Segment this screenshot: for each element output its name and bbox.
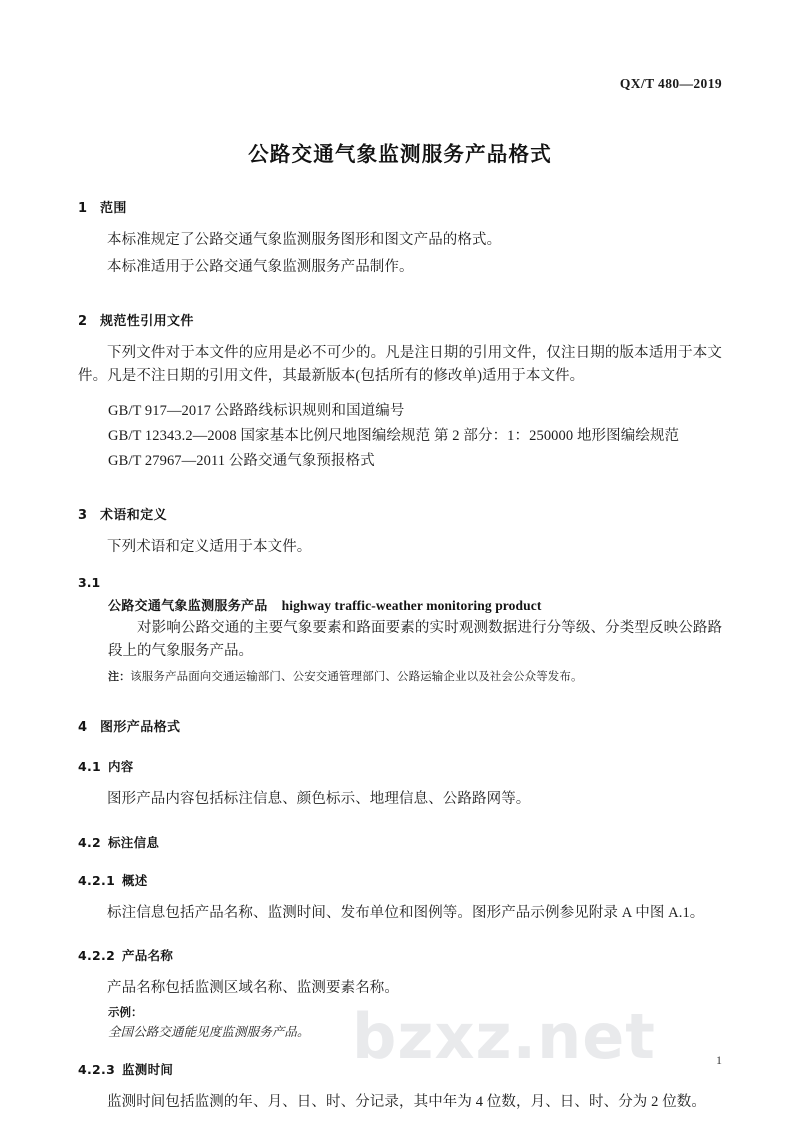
- clause-3-number: 3: [78, 507, 88, 523]
- clause-1-line-1: 本标准规定了公路交通气象监测服务图形和图文产品的格式。: [107, 232, 502, 248]
- clause-2-intro: 下列文件对于本文件的应用是必不可少的。凡是注日期的引用文件，仅注日期的版本适用于本文件。凡是不注日期的引用文件，其最新版本(包括所有的修改单)适用于本文件。: [78, 344, 722, 385]
- clause-4-2-2-body: 产品名称包括监测区域名称、监测要素名称。: [107, 979, 399, 996]
- heading-clause-4-1: [78, 757, 722, 775]
- list-item: GB/T 917—2017 公路路线标识规则和国道编号: [108, 402, 405, 419]
- clause-4-1-body: 图形产品内容包括标注信息、颜色标示、地理信息、公路路网等。: [107, 790, 531, 807]
- heading-clause-4: [78, 716, 722, 735]
- term-note: [78, 669, 722, 686]
- term-heading: [78, 595, 722, 615]
- heading-clause-3: [78, 504, 722, 523]
- example-text: 全国公路交通能见度监测服务产品。: [108, 1025, 310, 1040]
- page-number: 1: [716, 1053, 722, 1067]
- clause-4-2-2-number: 4.2.2: [78, 947, 116, 963]
- clause-1-line-2: 本标准适用于公路交通气象监测服务产品制作。: [107, 259, 414, 276]
- heading-clause-4-2: [78, 833, 722, 851]
- note-text: 该服务产品面向交通运输部门、公安交通管理部门、公路运输企业以及社会公众等发布。: [130, 670, 583, 683]
- term-number: 3.1: [78, 575, 101, 591]
- heading-clause-1: [78, 197, 722, 216]
- term-definition: 对影响公路交通的主要气象要素和路面要素的实时观测数据进行分等级、分类型反映公路路段上的气象服务产品。: [108, 620, 722, 660]
- heading-clause-4-2-2: [78, 946, 722, 964]
- clause-4-2-1-number: 4.2.1: [78, 873, 116, 889]
- example-label: 示例：: [108, 1005, 143, 1020]
- heading-clause-2: [78, 310, 722, 329]
- clause-4-2-label: 标注信息: [108, 835, 160, 851]
- list-item: GB/T 27967—2011 公路交通气象预报格式: [108, 452, 375, 469]
- clause-4-2-1-label: 概述: [122, 873, 148, 889]
- note-label: 注：: [108, 669, 131, 683]
- watermark: bzxz.net: [352, 1000, 656, 1073]
- clause-4-number: 4: [78, 719, 88, 735]
- clause-4-label: 图形产品格式: [100, 719, 181, 735]
- heading-clause-4-2-3: [78, 1060, 722, 1078]
- clause-4-1-label: 内容: [108, 758, 134, 774]
- heading-clause-4-2-1: [78, 871, 722, 889]
- term-chinese: 公路交通气象监测服务产品: [108, 599, 268, 615]
- normative-reference-list: [78, 399, 722, 474]
- clause-4-2-1-body: 标注信息包括产品名称、监测时间、发布单位和图例等。图形产品示例参见附录 A 中图 A.1。: [107, 905, 705, 922]
- clause-4-2-3-body: 监测时间包括监测的年、月、日、时、分记录，其中年为 4 位数，月、日、时、分为 2 位数。: [107, 1094, 706, 1111]
- clause-4-2-2-label: 产品名称: [122, 947, 174, 963]
- clause-4-2-3-label: 监测时间: [122, 1062, 174, 1078]
- clause-2-number: 2: [78, 313, 88, 329]
- clause-4-1-number: 4.1: [78, 758, 102, 774]
- clause-2-label: 规范性引用文件: [100, 313, 194, 329]
- list-item: GB/T 12343.2—2008 国家基本比例尺地图编绘规范 第 2 部分：1：250000 地形图编绘规范: [108, 427, 680, 444]
- clause-3-intro: 下列术语和定义适用于本文件。: [107, 538, 312, 555]
- running-header-standard-code: QX/T 480—2019: [619, 76, 722, 91]
- clause-4-2-3-number: 4.2.3: [78, 1062, 116, 1078]
- clause-1-number: 1: [78, 201, 88, 216]
- clause-1-label: 范围: [100, 201, 127, 216]
- clause-3-label: 术语和定义: [100, 507, 168, 523]
- page-title: 公路交通气象监测服务产品格式: [248, 142, 552, 166]
- term-english: highway traffic-weather monitoring product: [281, 598, 542, 614]
- clause-4-2-number: 4.2: [78, 835, 102, 851]
